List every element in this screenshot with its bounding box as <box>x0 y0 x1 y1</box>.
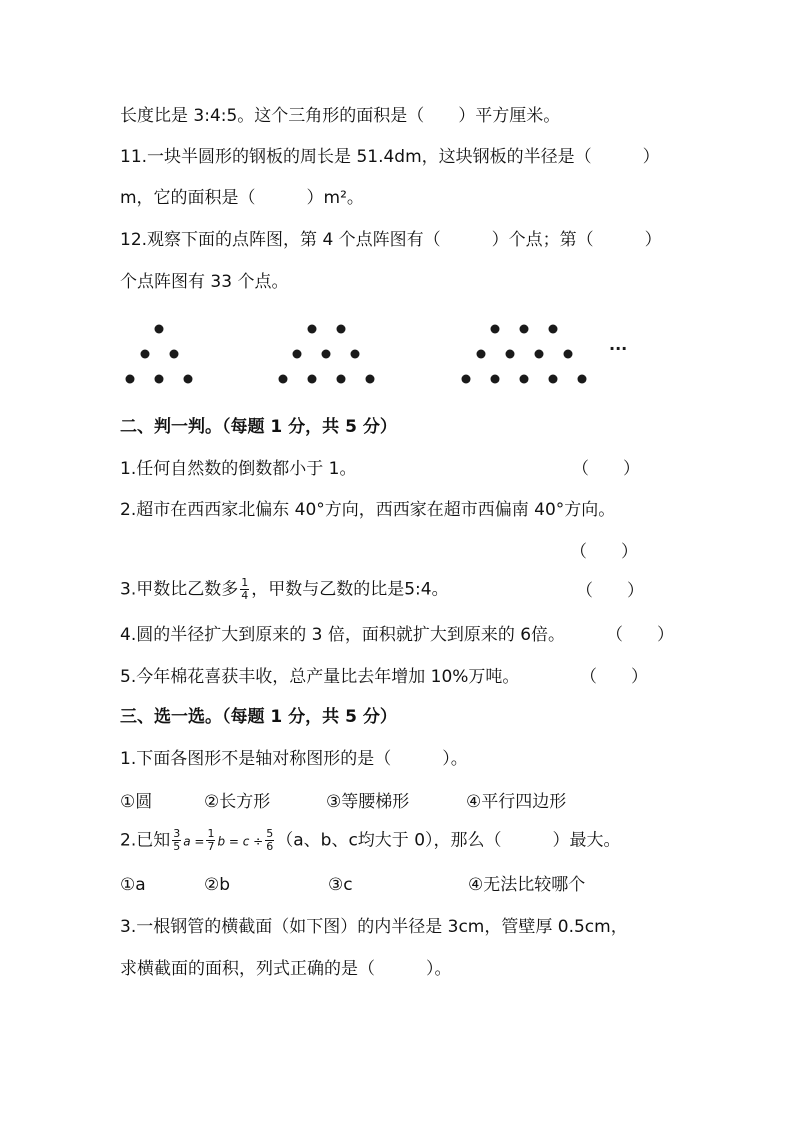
choice-q1-option-3[interactable]: ③等腰梯形 <box>326 792 410 812</box>
choice-q2-option-4[interactable]: ④无法比较哪个 <box>468 875 586 895</box>
section3-heading: 三、选一选。（每题 1 分，共 5 分） <box>120 707 397 727</box>
judge-answer-4[interactable]: （ ） <box>606 625 674 645</box>
fraction-five-sixths: $\frac{5}{6}$ <box>266 827 274 853</box>
judge-answer-5[interactable]: （ ） <box>580 667 648 687</box>
fraction-one-seventh: $\frac{1}{7}$ <box>207 827 215 853</box>
choice-q2-option-3[interactable]: ③c <box>328 875 353 895</box>
dot-pattern-3 <box>462 325 587 384</box>
q12-line1: 12.观察下面的点阵图，第 4 个点阵图有（ ）个点；第（ ） <box>120 230 662 250</box>
judge-item-3-after: ，甲数与乙数的比是5:4。 <box>251 579 449 600</box>
choice-q3-line2: 求横截面的面积，列式正确的是（ ）。 <box>120 959 452 979</box>
judge-item-3 <box>120 577 449 602</box>
choice-q1-option-2[interactable]: ②长方形 <box>204 792 271 812</box>
q11-line1: 11.一块半圆形的钢板的周长是 51.4dm，这块钢板的半径是（ ） <box>120 147 660 167</box>
fraction-three-fifths: $\frac{3}{5}$ <box>173 827 181 853</box>
dot-pattern-1 <box>126 325 193 384</box>
choice-q2-suffix: （a、b、c均大于 0），那么（ ）最大。 <box>276 830 621 851</box>
section2-heading: 二、判一判。（每题 1 分，共 5 分） <box>120 417 397 437</box>
dot-pattern-figure <box>115 316 635 392</box>
fraction-one-quarter: $\frac{1}{4}$ <box>241 576 249 602</box>
choice-q1-stem: 1.下面各图形不是轴对称图形的是（ ）。 <box>120 749 468 769</box>
dots-ellipsis: ··· <box>609 339 628 358</box>
choice-q2-prefix: 2.已知 <box>120 830 171 851</box>
q12-line2: 个点阵图有 33 个点。 <box>120 272 289 292</box>
eq-part-a: a = <box>183 834 205 849</box>
judge-answer-2[interactable]: （ ） <box>570 542 638 562</box>
choice-q2-option-2[interactable]: ②b <box>204 875 231 895</box>
choice-q3-line1: 3.一根钢管的横截面（如下图）的内半径是 3cm，管壁厚 0.5cm， <box>120 917 628 937</box>
judge-answer-3[interactable]: （ ） <box>576 581 644 601</box>
judge-item-5: 5.今年棉花喜获丰收，总产量比去年增加 10%万吨。 <box>120 667 520 687</box>
q10-tail: 长度比是 3:4:5。这个三角形的面积是（ ）平方厘米。 <box>120 106 561 126</box>
dot-pattern-2 <box>279 325 375 384</box>
eq-part-bc: b = c ÷ <box>217 834 264 849</box>
judge-item-1: 1.任何自然数的倒数都小于 1。 <box>120 459 357 479</box>
judge-item-2: 2.超市在西西家北偏东 40°方向，西西家在超市西偏南 40°方向。 <box>120 500 616 520</box>
judge-answer-1[interactable]: （ ） <box>572 459 640 479</box>
judge-item-3-before: 3.甲数比乙数多 <box>120 579 239 600</box>
choice-q1-option-1[interactable]: ①圆 <box>120 792 153 812</box>
judge-item-4: 4.圆的半径扩大到原来的 3 倍，面积就扩大到原来的 6倍。 <box>120 625 566 645</box>
q11-line2: m，它的面积是（ ）m²。 <box>120 188 364 208</box>
choice-q2-option-1[interactable]: ①a <box>120 875 146 895</box>
choice-q1-option-4[interactable]: ④平行四边形 <box>466 792 567 812</box>
choice-q2-stem <box>120 828 621 853</box>
